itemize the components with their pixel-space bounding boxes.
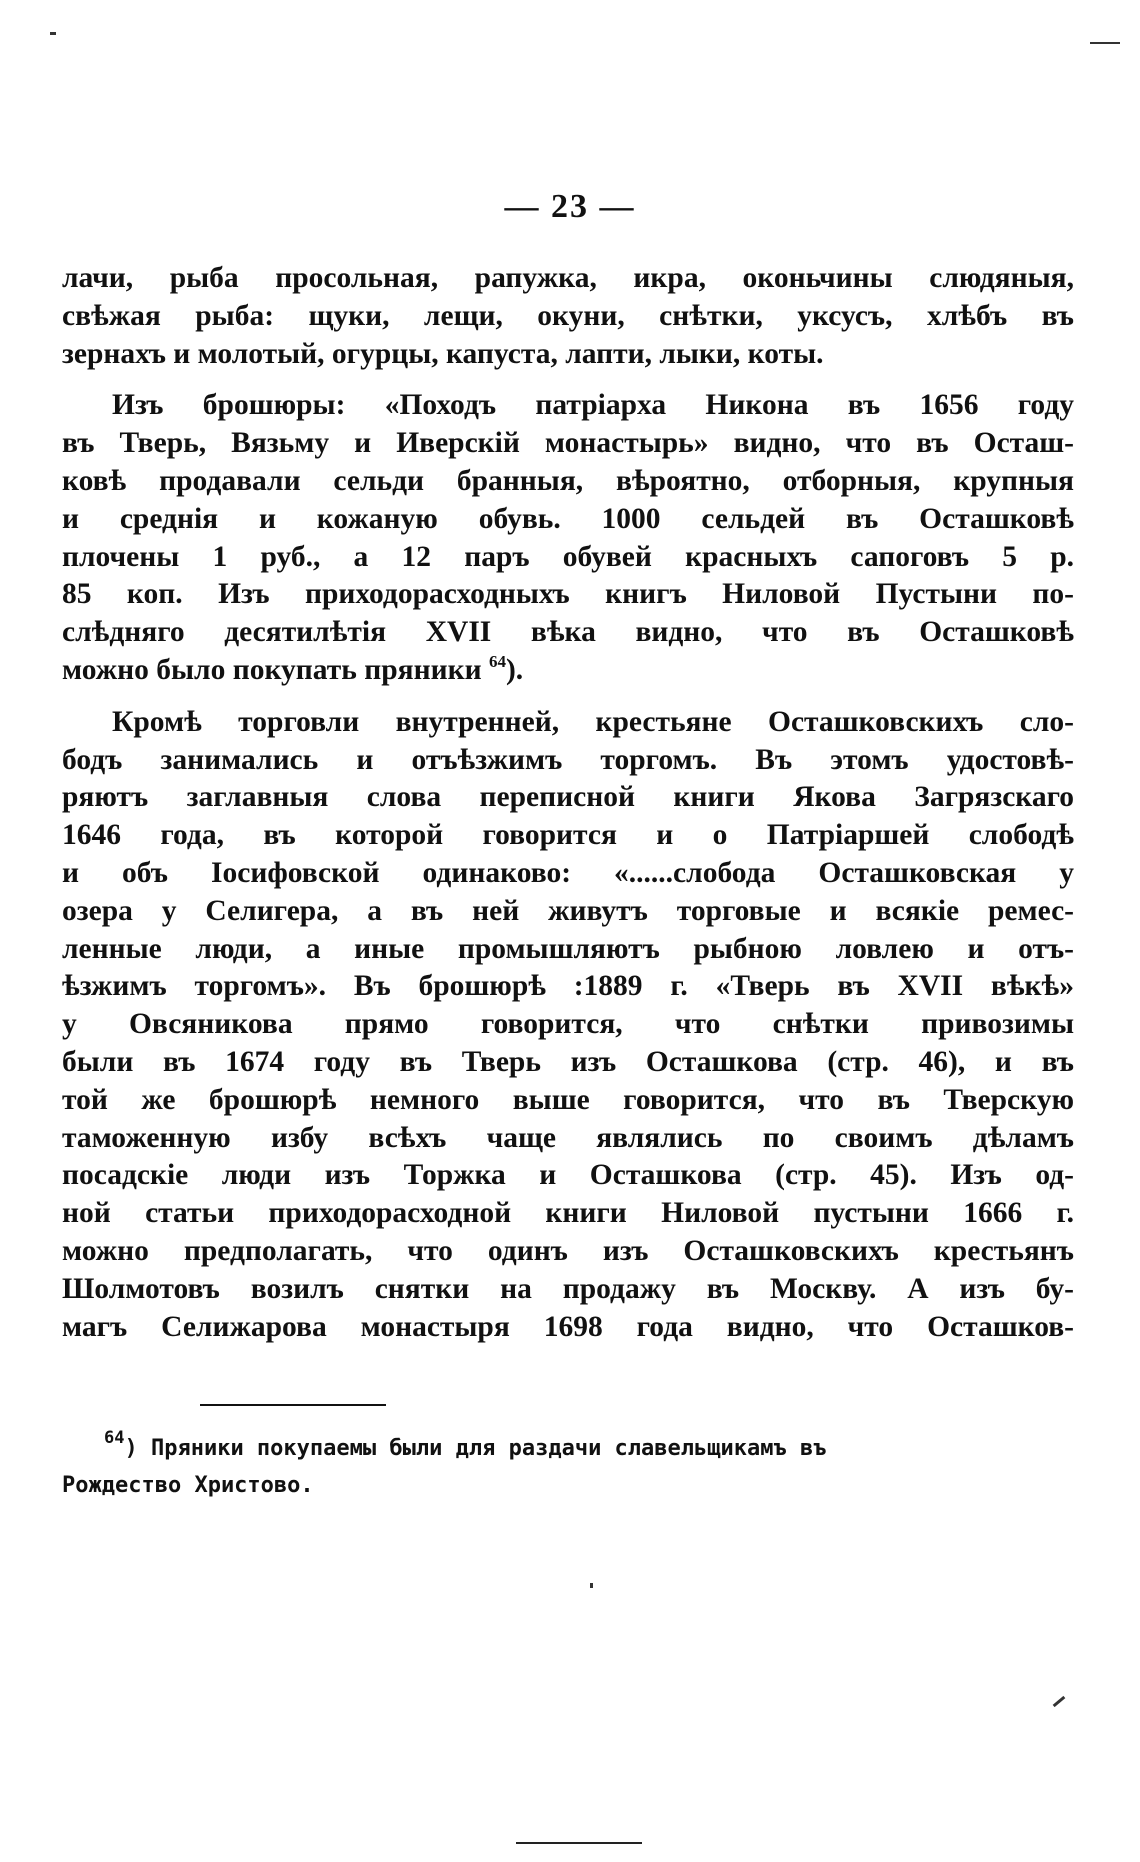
text-line: свѣжая рыба: щуки, лещи, окуни, снѣтки, уксусъ, хлѣбъ въ xyxy=(62,299,1074,332)
closing-punct: ). xyxy=(505,653,524,686)
text-line: посадскіе люди изъ Торжка и Осташкова (стр. 45). Изъ од- xyxy=(62,1159,1074,1192)
text-line: Кромѣ торговли внутренней, крестьяне Осташковскихъ сло- xyxy=(112,705,1074,738)
footnote xyxy=(62,1430,1074,1504)
scan-speck xyxy=(1053,1696,1066,1707)
text-line: у Овсяникова прямо говорится, что снѣтки привозимы xyxy=(62,1008,1074,1041)
scan-speck xyxy=(1090,42,1120,44)
scan-speck xyxy=(50,32,56,35)
text-line: ѣзжимъ торгомъ». Въ брошюрѣ :1889 г. «Тверь въ XVII вѣкѣ» xyxy=(62,970,1074,1003)
text-line: ной статьи приходорасходной книги Ниловой пустыни 1666 г. xyxy=(62,1197,1074,1230)
scan-speck xyxy=(590,1583,593,1588)
text-line: 85 коп. Изъ приходорасходныхъ книгъ Ниловой Пустыни по- xyxy=(62,578,1074,611)
paragraph-2 xyxy=(62,387,1074,689)
footnote-divider xyxy=(200,1404,386,1406)
paragraph-1 xyxy=(62,260,1074,373)
paragraph-3 xyxy=(62,704,1074,1347)
text-line: 1646 года, въ которой говорится и о Патріаршей слободѣ xyxy=(62,819,1074,852)
text-line xyxy=(62,652,1074,690)
text-line: зернахъ и молотый, огурцы, капуста, лапти, лыки, коты. xyxy=(62,337,824,370)
text-line: были въ 1674 году въ Тверь изъ Осташкова (стр. 46), и въ xyxy=(62,1045,1074,1078)
text-line: ряютъ заглавныя слова переписной книги Якова Загрязскаго xyxy=(62,781,1074,814)
text-line: той же брошюрѣ немного выше говорится, что въ Тверскую xyxy=(62,1083,1074,1116)
text-line: лачи, рыба просольная, рапужка, икра, оконьчины слюдяныя, xyxy=(62,262,1074,294)
text-line: ленные люди, а иные промышляютъ рыбною ловлею и отъ- xyxy=(62,932,1074,965)
text-line: Шолмотовъ возилъ снятки на продажу въ Москву. А изъ бу- xyxy=(62,1272,1074,1305)
footnote-line xyxy=(62,1430,1074,1467)
body-text xyxy=(62,260,1074,1346)
text-line-content: можно было покупать пряники xyxy=(62,653,482,686)
text-line: можно предполагать, что одинъ изъ Осташковскихъ крестьянъ xyxy=(62,1234,1074,1267)
text-line: Изъ брошюры: «Походъ патріарха Никона въ 1656 году xyxy=(112,389,1074,422)
text-line: плочены 1 руб., а 12 паръ обувей красныхъ сапоговъ 5 р. xyxy=(62,540,1074,573)
footnote-line: Рождество Христово. xyxy=(62,1473,314,1498)
footnote-ref: 64 xyxy=(488,651,506,671)
bottom-rule xyxy=(516,1842,642,1844)
page-number: — 23 — xyxy=(504,188,636,225)
text-line: слѣдняго десятилѣтія XVII вѣка видно, что въ Осташковѣ xyxy=(62,616,1074,649)
text-line: бодъ занимались и отъѣзжимъ торгомъ. Въ этомъ удостовѣ- xyxy=(62,743,1074,776)
text-line: и среднія и кожаную обувь. 1000 сельдей въ Осташковѣ xyxy=(62,502,1074,535)
text-line: озера у Селигера, а въ ней живутъ торговые и всякіе ремес- xyxy=(62,894,1074,927)
text-line: магъ Селижарова монастыря 1698 года видно, что Осташков- xyxy=(62,1310,1074,1343)
text-line: и объ Іосифовской одинаково: «......слобода Осташковская у xyxy=(62,856,1074,889)
text-line: таможенную избу всѣхъ чаще являлись по своимъ дѣламъ xyxy=(62,1121,1074,1154)
text-line: ковѣ продавали сельди бранныя, вѣроятно, отборныя, крупныя xyxy=(62,464,1074,497)
footnote-number: 64 xyxy=(104,1428,125,1448)
text-line: въ Тверь, Вязьму и Иверскій монастырь» видно, что въ Осташ- xyxy=(62,427,1074,460)
footnote-text: ) Пряники покупаемы были для раздачи славельщикамъ въ xyxy=(124,1436,827,1461)
